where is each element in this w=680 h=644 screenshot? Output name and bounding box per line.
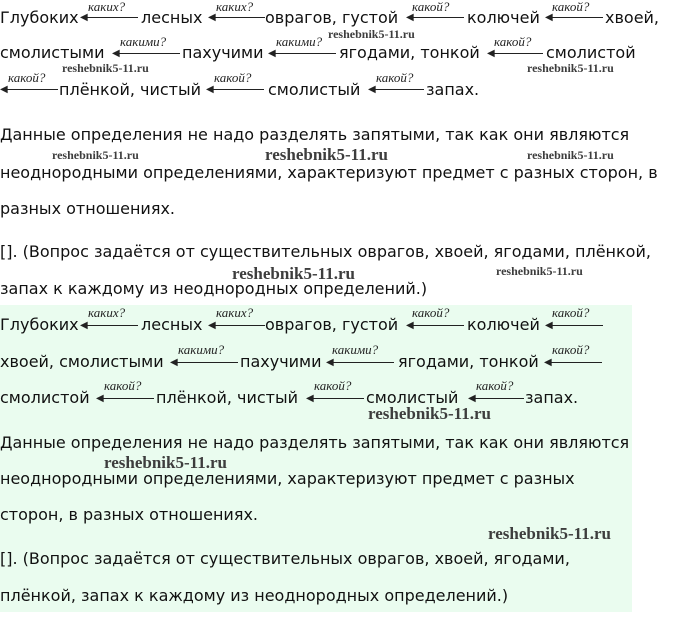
- arrow-left-icon: ◀: [544, 358, 602, 368]
- watermark: reshebnik5-11.ru: [368, 404, 491, 423]
- watermark: reshebnik5-11.ru: [496, 264, 583, 278]
- question-label: какой?: [552, 305, 590, 320]
- arrow-left-icon: ◀: [468, 394, 524, 404]
- question-label: какой?: [104, 378, 142, 393]
- question-label: какими?: [178, 342, 225, 357]
- arrow-left-icon: ◀: [0, 85, 58, 95]
- explanation-text: плёнкой, запах к каждому из неоднородных определений.): [0, 586, 509, 605]
- explanation-text: разных отношениях.: [0, 199, 175, 218]
- arrow-left-icon: ◀: [208, 13, 265, 23]
- sentence-word: плёнкой, чистый: [59, 80, 202, 99]
- sentence-word: колючей: [467, 315, 540, 334]
- explanation-text: неоднородными определениями, характеризуют предмет с разных сторон, в: [0, 163, 658, 182]
- question-label: каких?: [88, 305, 126, 320]
- arrow-left-icon: ◀: [112, 49, 180, 59]
- watermark: reshebnik5-11.ru: [265, 145, 388, 164]
- sentence-word: оврагов, густой: [265, 315, 399, 334]
- question-label: какими?: [332, 342, 379, 357]
- question-label: какой?: [412, 305, 450, 320]
- question-label: каких?: [216, 305, 254, 320]
- watermark: reshebnik5-11.ru: [527, 61, 614, 75]
- question-label: какой?: [494, 34, 532, 49]
- arrow-left-icon: ◀: [268, 49, 336, 59]
- explanation-text: запах к каждому из неоднородных определений.): [0, 279, 428, 298]
- explanation-text: []. (Вопрос задаётся от существительных оврагов, хвоей, ягодами,: [0, 549, 570, 568]
- watermark: reshebnik5-11.ru: [328, 27, 415, 41]
- watermark: reshebnik5-11.ru: [488, 524, 611, 543]
- sentence-word: хвоей, смолистыми: [0, 352, 164, 371]
- arrow-left-icon: ◀: [545, 13, 603, 23]
- sentence-word: запах.: [426, 80, 480, 99]
- arrow-left-icon: ◀: [406, 321, 464, 331]
- sentence-word: хвоей,: [605, 8, 660, 27]
- watermark: reshebnik5-11.ru: [62, 61, 149, 75]
- explanation-text: неоднородными определениями, характеризуют предмет с разных: [0, 469, 575, 488]
- sentence-word: смолистый: [366, 388, 459, 407]
- arrow-left-icon: ◀: [487, 49, 543, 59]
- sentence-word: ягодами, тонкой: [398, 352, 539, 371]
- explanation-text: сторон, в разных отношениях.: [0, 505, 258, 524]
- explanation-text: Данные определения не надо разделять запятыми, так как они являются: [0, 433, 630, 452]
- question-label: какой?: [552, 342, 590, 357]
- question-label: какой?: [412, 0, 450, 14]
- question-label: какой?: [8, 70, 46, 85]
- question-label: какой?: [314, 378, 352, 393]
- arrow-left-icon: ◀: [208, 321, 265, 331]
- explanation-text: []. (Вопрос задаётся от существительных оврагов, хвоей, ягодами, плёнкой,: [0, 242, 651, 261]
- question-label: каких?: [88, 0, 126, 14]
- arrow-left-icon: ◀: [80, 13, 138, 23]
- arrow-left-icon: ◀: [368, 85, 424, 95]
- question-label: какой?: [552, 0, 590, 14]
- watermark: reshebnik5-11.ru: [52, 148, 139, 162]
- sentence-word: смолистой: [546, 43, 636, 62]
- question-label: какой?: [214, 70, 252, 85]
- sentence-word: лесных: [141, 315, 203, 334]
- sentence-word: смолистыми: [0, 43, 105, 62]
- question-label: какой?: [476, 378, 514, 393]
- sentence-word: ягодами, тонкой: [339, 43, 480, 62]
- arrow-left-icon: ◀: [545, 321, 603, 331]
- watermark: reshebnik5-11.ru: [232, 264, 355, 283]
- sentence-word: запах.: [525, 388, 579, 407]
- sentence-word: колючей: [467, 8, 540, 27]
- sentence-word: плёнкой, чистый: [156, 388, 299, 407]
- watermark: reshebnik5-11.ru: [104, 453, 227, 472]
- arrow-left-icon: ◀: [406, 13, 464, 23]
- sentence-word: смолистой: [0, 388, 90, 407]
- question-label: какими?: [276, 34, 323, 49]
- question-label: какими?: [120, 34, 167, 49]
- arrow-left-icon: ◀: [170, 358, 238, 368]
- arrow-left-icon: ◀: [80, 321, 138, 331]
- watermark: reshebnik5-11.ru: [527, 148, 614, 162]
- question-label: каких?: [216, 0, 254, 14]
- sentence-word: оврагов, густой: [265, 8, 399, 27]
- arrow-left-icon: ◀: [306, 394, 364, 404]
- arrow-left-icon: ◀: [96, 394, 154, 404]
- question-label: какой?: [376, 70, 414, 85]
- sentence-word: пахучими: [182, 43, 264, 62]
- arrow-left-icon: ◀: [326, 358, 394, 368]
- explanation-text: Данные определения не надо разделять запятыми, так как они являются: [0, 125, 630, 144]
- sentence-word: пахучими: [240, 352, 322, 371]
- arrow-left-icon: ◀: [206, 85, 264, 95]
- sentence-word: Глубоких: [0, 8, 79, 27]
- sentence-word: Глубоких: [0, 315, 79, 334]
- sentence-word: лесных: [141, 8, 203, 27]
- sentence-word: смолистый: [268, 80, 361, 99]
